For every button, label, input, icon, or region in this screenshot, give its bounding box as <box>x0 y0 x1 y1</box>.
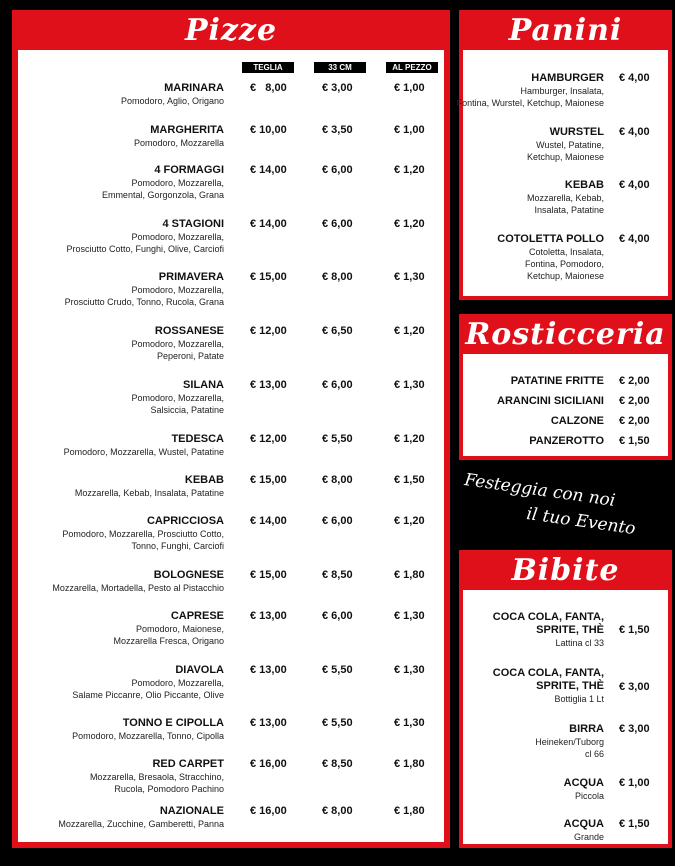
pizza-ingredients: Pomodoro, Mozzarella, <box>131 678 224 688</box>
price-teglia: € 15,00 <box>250 271 287 283</box>
pizza-row <box>18 805 444 845</box>
price-33cm: € 5,50 <box>322 664 353 676</box>
pizza-ingredients-cont: Tonno, Funghi, Carciofi <box>131 541 224 551</box>
pizza-name: BOLOGNESE <box>153 569 224 581</box>
price-33cm: € 6,00 <box>322 218 353 230</box>
price-al-pezzo: € 1,00 <box>394 82 425 94</box>
panino-price: € 4,00 <box>619 126 650 138</box>
price-teglia: € 14,00 <box>250 218 287 230</box>
rosticceria-row <box>463 415 668 431</box>
price-33cm: € 5,50 <box>322 717 353 729</box>
pizza-row <box>18 379 444 419</box>
pizza-row <box>18 610 444 650</box>
pizza-ingredients: Mozzarella, Mortadella, Pesto al Pistacchio <box>52 583 224 593</box>
pizze-menu <box>18 50 444 842</box>
rosticceria-price: € 1,50 <box>619 435 650 447</box>
rosticceria-panel <box>459 314 672 460</box>
pizza-name: KEBAB <box>184 474 224 486</box>
bibita-detail: Grande <box>573 832 604 842</box>
panino-ingredients: Insalata, Patatine <box>534 205 604 215</box>
price-al-pezzo: € 1,30 <box>394 271 425 283</box>
pizza-row <box>18 433 444 473</box>
pizza-name: DIAVOLA <box>175 664 224 676</box>
panini-menu <box>456 50 668 296</box>
pizza-name: 4 STAGIONI <box>162 218 224 230</box>
panino-ingredients: Fontina, Pomodoro, <box>524 259 604 269</box>
price-33cm: € 8,00 <box>322 474 353 486</box>
rosticceria-name: PANZEROTTO <box>529 435 604 447</box>
pizza-ingredients-cont: Prosciutto Crudo, Tonno, Rucola, Grana <box>64 297 224 307</box>
pizza-ingredients-cont: Peperoni, Patate <box>156 351 224 361</box>
price-teglia: € 14,00 <box>250 515 287 527</box>
pizza-ingredients: Pomodoro, Mozzarella, <box>131 178 224 188</box>
price-33cm: € 6,50 <box>322 325 353 337</box>
col-al-pezzo: AL PEZZO <box>386 62 438 73</box>
price-al-pezzo: € 1,80 <box>394 805 425 817</box>
price-al-pezzo: € 1,00 <box>394 124 425 136</box>
event-line-1: Festeggia con noi <box>463 470 617 511</box>
price-teglia: € 14,00 <box>250 164 287 176</box>
price-columns-header <box>18 62 444 74</box>
panino-price: € 4,00 <box>619 72 650 84</box>
rosticceria-price: € 2,00 <box>619 415 650 427</box>
pizza-row <box>18 271 444 311</box>
pizza-row <box>18 164 444 204</box>
pizza-name: CAPRICCIOSA <box>146 515 224 527</box>
panino-name: WURSTEL <box>549 126 604 138</box>
panino-ingredients: Fontina, Wurstel, Ketchup, Maionese <box>456 98 604 108</box>
price-teglia: € 10,00 <box>250 124 287 136</box>
bibita-row <box>463 818 668 866</box>
bibita-name: COCA COLA, FANTA, <box>492 667 604 679</box>
pizza-ingredients: Pomodoro, Mozzarella, <box>131 339 224 349</box>
pizza-row <box>18 325 444 365</box>
pizza-row <box>18 758 444 798</box>
pizza-name: RED CARPET <box>152 758 224 770</box>
pizza-name: TEDESCA <box>171 433 224 445</box>
pizza-ingredients: Mozzarella, Zucchine, Gamberetti, Panna <box>58 819 224 829</box>
pizza-name: SILANA <box>183 379 224 391</box>
rosticceria-title: Rosticceria <box>465 316 666 352</box>
pizza-row <box>18 82 444 122</box>
rosticceria-menu <box>463 354 668 456</box>
pizza-row <box>18 664 444 704</box>
pizza-row <box>18 218 444 258</box>
price-teglia: € 13,00 <box>250 379 287 391</box>
panino-ingredients: Hamburger, Insalata, <box>520 86 604 96</box>
bibita-price: € 3,00 <box>619 681 650 693</box>
bibita-detail: Piccola <box>574 791 604 801</box>
pizza-ingredients: Mozzarella, Bresaola, Stracchino, <box>89 772 224 782</box>
pizza-row <box>18 569 444 609</box>
rosticceria-row <box>463 435 668 451</box>
col-33cm: 33 CM <box>314 62 366 73</box>
price-33cm: € 8,50 <box>322 569 353 581</box>
price-33cm: € 6,00 <box>322 610 353 622</box>
price-al-pezzo: € 1,50 <box>394 474 425 486</box>
rosticceria-name: ARANCINI SICILIANI <box>497 395 604 407</box>
price-al-pezzo: € 1,20 <box>394 515 425 527</box>
pizza-ingredients: Mozzarella, Kebab, Insalata, Patatine <box>74 488 224 498</box>
panino-name: COTOLETTA POLLO <box>497 233 604 245</box>
pizza-ingredients: Pomodoro, Mozzarella, Prosciutto Cotto, <box>62 529 224 539</box>
bibita-detail: Heineken/Tuborg <box>535 737 604 747</box>
price-al-pezzo: € 1,80 <box>394 569 425 581</box>
event-line-2: il tuo Evento <box>525 504 637 540</box>
panino-ingredients: Cotoletta, Insalata, <box>528 247 604 257</box>
panino-name: KEBAB <box>564 179 604 191</box>
price-al-pezzo: € 1,20 <box>394 218 425 230</box>
bibita-name: COCA COLA, FANTA, <box>492 611 604 623</box>
pizza-ingredients: Pomodoro, Aglio, Origano <box>120 96 224 106</box>
rosticceria-name: PATATINE FRITTE <box>510 375 604 387</box>
bibita-name: SPRITE, THÈ <box>536 624 604 636</box>
panini-title: Panini <box>508 12 623 48</box>
pizza-name: MARGHERITA <box>150 124 224 136</box>
bibita-price: € 1,50 <box>619 818 650 830</box>
pizza-ingredients-cont: Prosciutto Cotto, Funghi, Olive, Carciofi <box>66 244 224 254</box>
price-teglia: € 15,00 <box>250 474 287 486</box>
price-33cm: € 5,50 <box>322 433 353 445</box>
col-teglia: TEGLIA <box>242 62 294 73</box>
pizza-ingredients: Pomodoro, Mozzarella, Tonno, Cipolla <box>72 731 224 741</box>
pizza-row <box>18 474 444 514</box>
bibita-price: € 1,00 <box>619 777 650 789</box>
panini-panel <box>456 10 672 300</box>
rosticceria-row <box>463 395 668 411</box>
price-al-pezzo: € 1,80 <box>394 758 425 770</box>
bibita-detail: Lattina cl 33 <box>555 638 604 648</box>
panino-row <box>463 233 668 281</box>
pizza-ingredients-cont: Emmental, Gorgonzola, Grana <box>101 190 224 200</box>
price-teglia: € 12,00 <box>250 433 287 445</box>
pizza-ingredients: Pomodoro, Mozzarella, <box>131 232 224 242</box>
pizza-name: CAPRESE <box>170 610 224 622</box>
pizza-ingredients: Pomodoro, Mozzarella <box>133 138 224 148</box>
pizza-name: MARINARA <box>164 82 224 94</box>
price-33cm: € 3,00 <box>322 82 353 94</box>
panino-row <box>456 72 668 120</box>
price-33cm: € 6,00 <box>322 515 353 527</box>
price-al-pezzo: € 1,30 <box>394 610 425 622</box>
pizza-name: NAZIONALE <box>159 805 224 817</box>
rosticceria-price: € 2,00 <box>619 375 650 387</box>
panino-row <box>463 179 668 227</box>
rosticceria-name: CALZONE <box>550 415 604 427</box>
price-teglia: € 13,00 <box>250 664 287 676</box>
pizza-ingredients-cont: Salame Piccanre, Olio Piccante, Olive <box>72 690 224 700</box>
bibite-menu <box>463 590 668 844</box>
panino-ingredients: Ketchup, Maionese <box>526 271 604 281</box>
bibite-panel <box>459 550 672 848</box>
bibita-detail: cl 66 <box>584 749 604 759</box>
bibita-price: € 1,50 <box>619 624 650 636</box>
bibita-row <box>463 611 668 659</box>
pizza-ingredients: Pomodoro, Mozzarella, <box>131 285 224 295</box>
bibita-row <box>463 667 668 715</box>
pizza-name: ROSSANESE <box>154 325 224 337</box>
price-al-pezzo: € 1,30 <box>394 664 425 676</box>
bibita-price: € 3,00 <box>619 723 650 735</box>
price-33cm: € 8,50 <box>322 758 353 770</box>
bibita-row <box>463 723 668 771</box>
price-33cm: € 3,50 <box>322 124 353 136</box>
event-tagline <box>462 462 675 540</box>
pizza-name: TONNO E CIPOLLA <box>122 717 224 729</box>
price-teglia: € 13,00 <box>250 717 287 729</box>
price-al-pezzo: € 1,20 <box>394 433 425 445</box>
bibita-name: BIRRA <box>569 723 604 735</box>
rosticceria-row <box>463 375 668 391</box>
price-teglia: € 15,00 <box>250 569 287 581</box>
pizza-name: PRIMAVERA <box>158 271 224 283</box>
price-33cm: € 6,00 <box>322 164 353 176</box>
pizza-row <box>18 124 444 164</box>
pizze-title: Pizze <box>184 12 278 48</box>
panino-price: € 4,00 <box>619 233 650 245</box>
price-33cm: € 8,00 <box>322 805 353 817</box>
panino-ingredients: Wustel, Patatine, <box>536 140 604 150</box>
bibite-title: Bibite <box>511 552 620 588</box>
price-al-pezzo: € 1,30 <box>394 717 425 729</box>
rosticceria-price: € 2,00 <box>619 395 650 407</box>
pizza-name: 4 FORMAGGI <box>154 164 224 176</box>
pizza-ingredients: Pomodoro, Maionese, <box>135 624 224 634</box>
pizza-ingredients-cont: Mozzarella Fresca, Origano <box>113 636 224 646</box>
panino-price: € 4,00 <box>619 179 650 191</box>
price-al-pezzo: € 1,20 <box>394 325 425 337</box>
panino-name: HAMBURGER <box>531 72 604 84</box>
bibita-name: ACQUA <box>563 818 604 830</box>
pizze-panel <box>12 10 450 848</box>
price-teglia: € 12,00 <box>250 325 287 337</box>
pizza-row <box>18 717 444 757</box>
pizza-ingredients-cont: Salsiccia, Patatine <box>150 405 224 415</box>
pizza-row <box>18 515 444 555</box>
price-teglia: € 13,00 <box>250 610 287 622</box>
price-33cm: € 8,00 <box>322 271 353 283</box>
pizza-ingredients: Pomodoro, Mozzarella, <box>131 393 224 403</box>
bibita-name: ACQUA <box>563 777 604 789</box>
price-33cm: € 6,00 <box>322 379 353 391</box>
panino-ingredients: Ketchup, Maionese <box>526 152 604 162</box>
price-al-pezzo: € 1,30 <box>394 379 425 391</box>
pizza-ingredients-cont: Rucola, Pomodoro Pachino <box>114 784 224 794</box>
panino-ingredients: Mozzarella, Kebab, <box>526 193 604 203</box>
panino-row <box>463 126 668 174</box>
price-teglia: € 16,00 <box>250 805 287 817</box>
price-teglia: € 8,00 <box>250 82 287 94</box>
bibita-name: SPRITE, THÈ <box>536 680 604 692</box>
price-al-pezzo: € 1,20 <box>394 164 425 176</box>
bibita-detail: Bottiglia 1 Lt <box>554 694 604 704</box>
pizza-ingredients: Pomodoro, Mozzarella, Wustel, Patatine <box>63 447 224 457</box>
price-teglia: € 16,00 <box>250 758 287 770</box>
